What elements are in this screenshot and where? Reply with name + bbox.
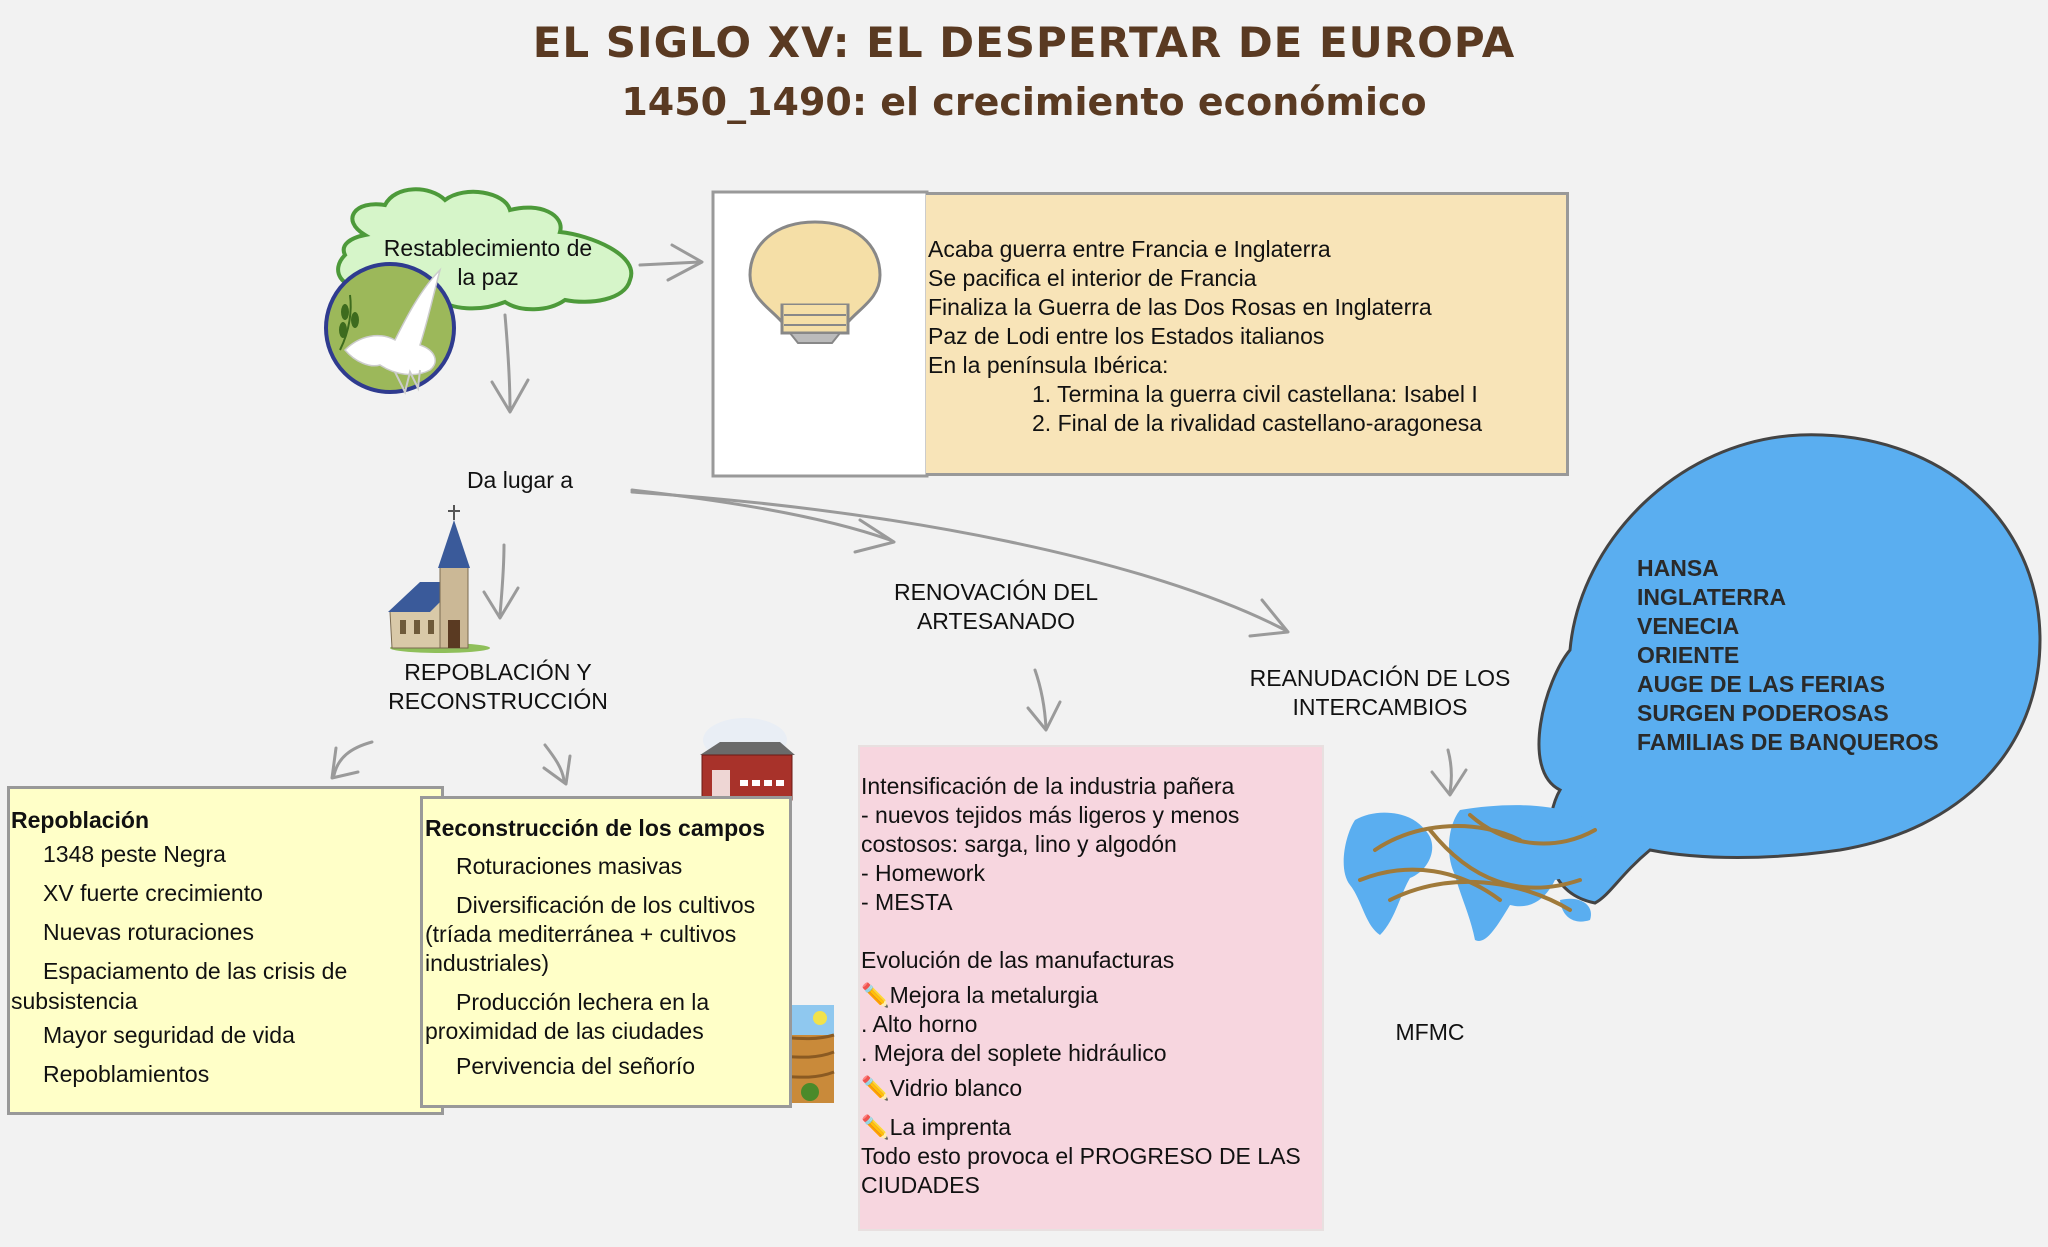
bubble-line: INGLATERRA bbox=[1637, 584, 1787, 610]
arrow-to-repoblacion-box bbox=[334, 742, 372, 775]
bubble-line: SURGEN PODEROSAS bbox=[1637, 700, 1889, 726]
list-item: ✏️Vidrio blanco bbox=[861, 1075, 1023, 1101]
artesanado-line: CIUDADES bbox=[861, 1172, 980, 1198]
paz-consequences-text bbox=[928, 235, 1558, 438]
repoblacion-node: REPOBLACIÓN Y RECONSTRUCCIÓN bbox=[388, 659, 608, 714]
repoblacion-content bbox=[11, 805, 431, 1094]
repoblacion-heading: Repoblación bbox=[11, 807, 150, 833]
arrow-paz-to-box bbox=[640, 262, 700, 265]
campos-content bbox=[425, 814, 785, 1081]
paz-line: Se pacifica el interior de Francia bbox=[928, 265, 1257, 291]
pencil-icon: ✏️ bbox=[861, 1114, 890, 1140]
manufacturas-heading: Evolución de las manufacturas bbox=[861, 947, 1175, 973]
list-item: 1348 peste Negra bbox=[43, 841, 226, 867]
bubble-line: ORIENTE bbox=[1637, 642, 1740, 668]
paz-line: Finaliza la Guerra de las Dos Rosas en Inglaterra bbox=[928, 294, 1432, 320]
bubble-line: AUGE DE LAS FERIAS bbox=[1637, 671, 1885, 697]
artesanado-line: . Mejora del soplete hidráulico bbox=[861, 1040, 1167, 1066]
mfmc-label: MFMC bbox=[1395, 1019, 1465, 1045]
paz-subitem: 1. Termina la guerra civil castellana: Isabel I bbox=[1032, 381, 1478, 407]
pencil-icon: ✏️ bbox=[861, 1075, 890, 1101]
artesanado-line: Intensificación de la industria pañera bbox=[861, 773, 1235, 799]
bubble-line: VENECIA bbox=[1637, 613, 1740, 639]
list-item-continuation: industriales) bbox=[425, 950, 549, 976]
barn-icon bbox=[700, 718, 795, 800]
artesanado-line: Todo esto provoca el PROGRESO DE LAS bbox=[861, 1143, 1301, 1169]
page-subtitle: 1450_1490: el crecimiento económico bbox=[621, 80, 1427, 124]
list-item: Repoblamientos bbox=[43, 1061, 210, 1087]
list-item-continuation: (tríada mediterránea + cultivos bbox=[425, 921, 737, 947]
list-item-continuation: proximidad de las ciudades bbox=[425, 1018, 704, 1044]
reanudacion-node: REANUDACIÓN DE LOS INTERCAMBIOS bbox=[1249, 665, 1511, 720]
list-item: Roturaciones masivas bbox=[456, 853, 683, 879]
arrow-dalugar-to-repoblacion bbox=[500, 545, 504, 615]
paz-subitem: 2. Final de la rivalidad castellano-aragonesa bbox=[1032, 410, 1483, 436]
bubble-text bbox=[1637, 554, 1997, 757]
arrow-to-map bbox=[1448, 750, 1451, 792]
paz-label: Restablecimiento de la paz bbox=[383, 235, 593, 290]
artesanado-line: costosos: sarga, lino y algodón bbox=[861, 831, 1177, 857]
church-icon bbox=[388, 505, 490, 653]
list-item-continuation: subsistencia bbox=[11, 988, 138, 1014]
bubble-line: HANSA bbox=[1637, 555, 1719, 581]
world-map-icon bbox=[1344, 805, 1601, 941]
da-lugar-label: Da lugar a bbox=[466, 467, 574, 493]
list-item: Diversificación de los cultivos bbox=[456, 892, 756, 918]
artesanado-line: - nuevos tejidos más ligeros y menos bbox=[861, 802, 1240, 828]
artesanado-content bbox=[861, 772, 1321, 1200]
page-title: EL SIGLO XV: EL DESPERTAR DE EUROPA bbox=[532, 18, 1516, 67]
list-item: Espaciamento de las crisis de bbox=[43, 958, 348, 984]
artesanado-line: - Homework bbox=[861, 860, 985, 886]
paz-line: En la península Ibérica: bbox=[928, 352, 1169, 378]
list-item: ✏️La imprenta bbox=[861, 1114, 1012, 1140]
pencil-icon: ✏️ bbox=[861, 982, 890, 1008]
artesanado-line: - MESTA bbox=[861, 889, 953, 915]
list-item: Pervivencia del señorío bbox=[456, 1053, 696, 1079]
paz-line: Paz de Lodi entre los Estados italianos bbox=[928, 323, 1325, 349]
list-item: Nuevas roturaciones bbox=[43, 919, 254, 945]
campos-heading: Reconstrucción de los campos bbox=[425, 815, 765, 841]
list-item: Mayor seguridad de vida bbox=[43, 1022, 295, 1048]
renovacion-node: RENOVACIÓN DEL ARTESANADO bbox=[893, 579, 1099, 634]
arrow-paz-to-dalugar bbox=[505, 315, 510, 410]
list-item: Producción lechera en la bbox=[456, 989, 710, 1015]
bubble-line: FAMILIAS DE BANQUEROS bbox=[1637, 729, 1939, 755]
paz-line: Acaba guerra entre Francia e Inglaterra bbox=[928, 236, 1331, 262]
artesanado-line: . Alto horno bbox=[861, 1011, 978, 1037]
list-item: XV fuerte crecimiento bbox=[43, 880, 263, 906]
list-item: ✏️Mejora la metalurgia bbox=[861, 982, 1099, 1008]
